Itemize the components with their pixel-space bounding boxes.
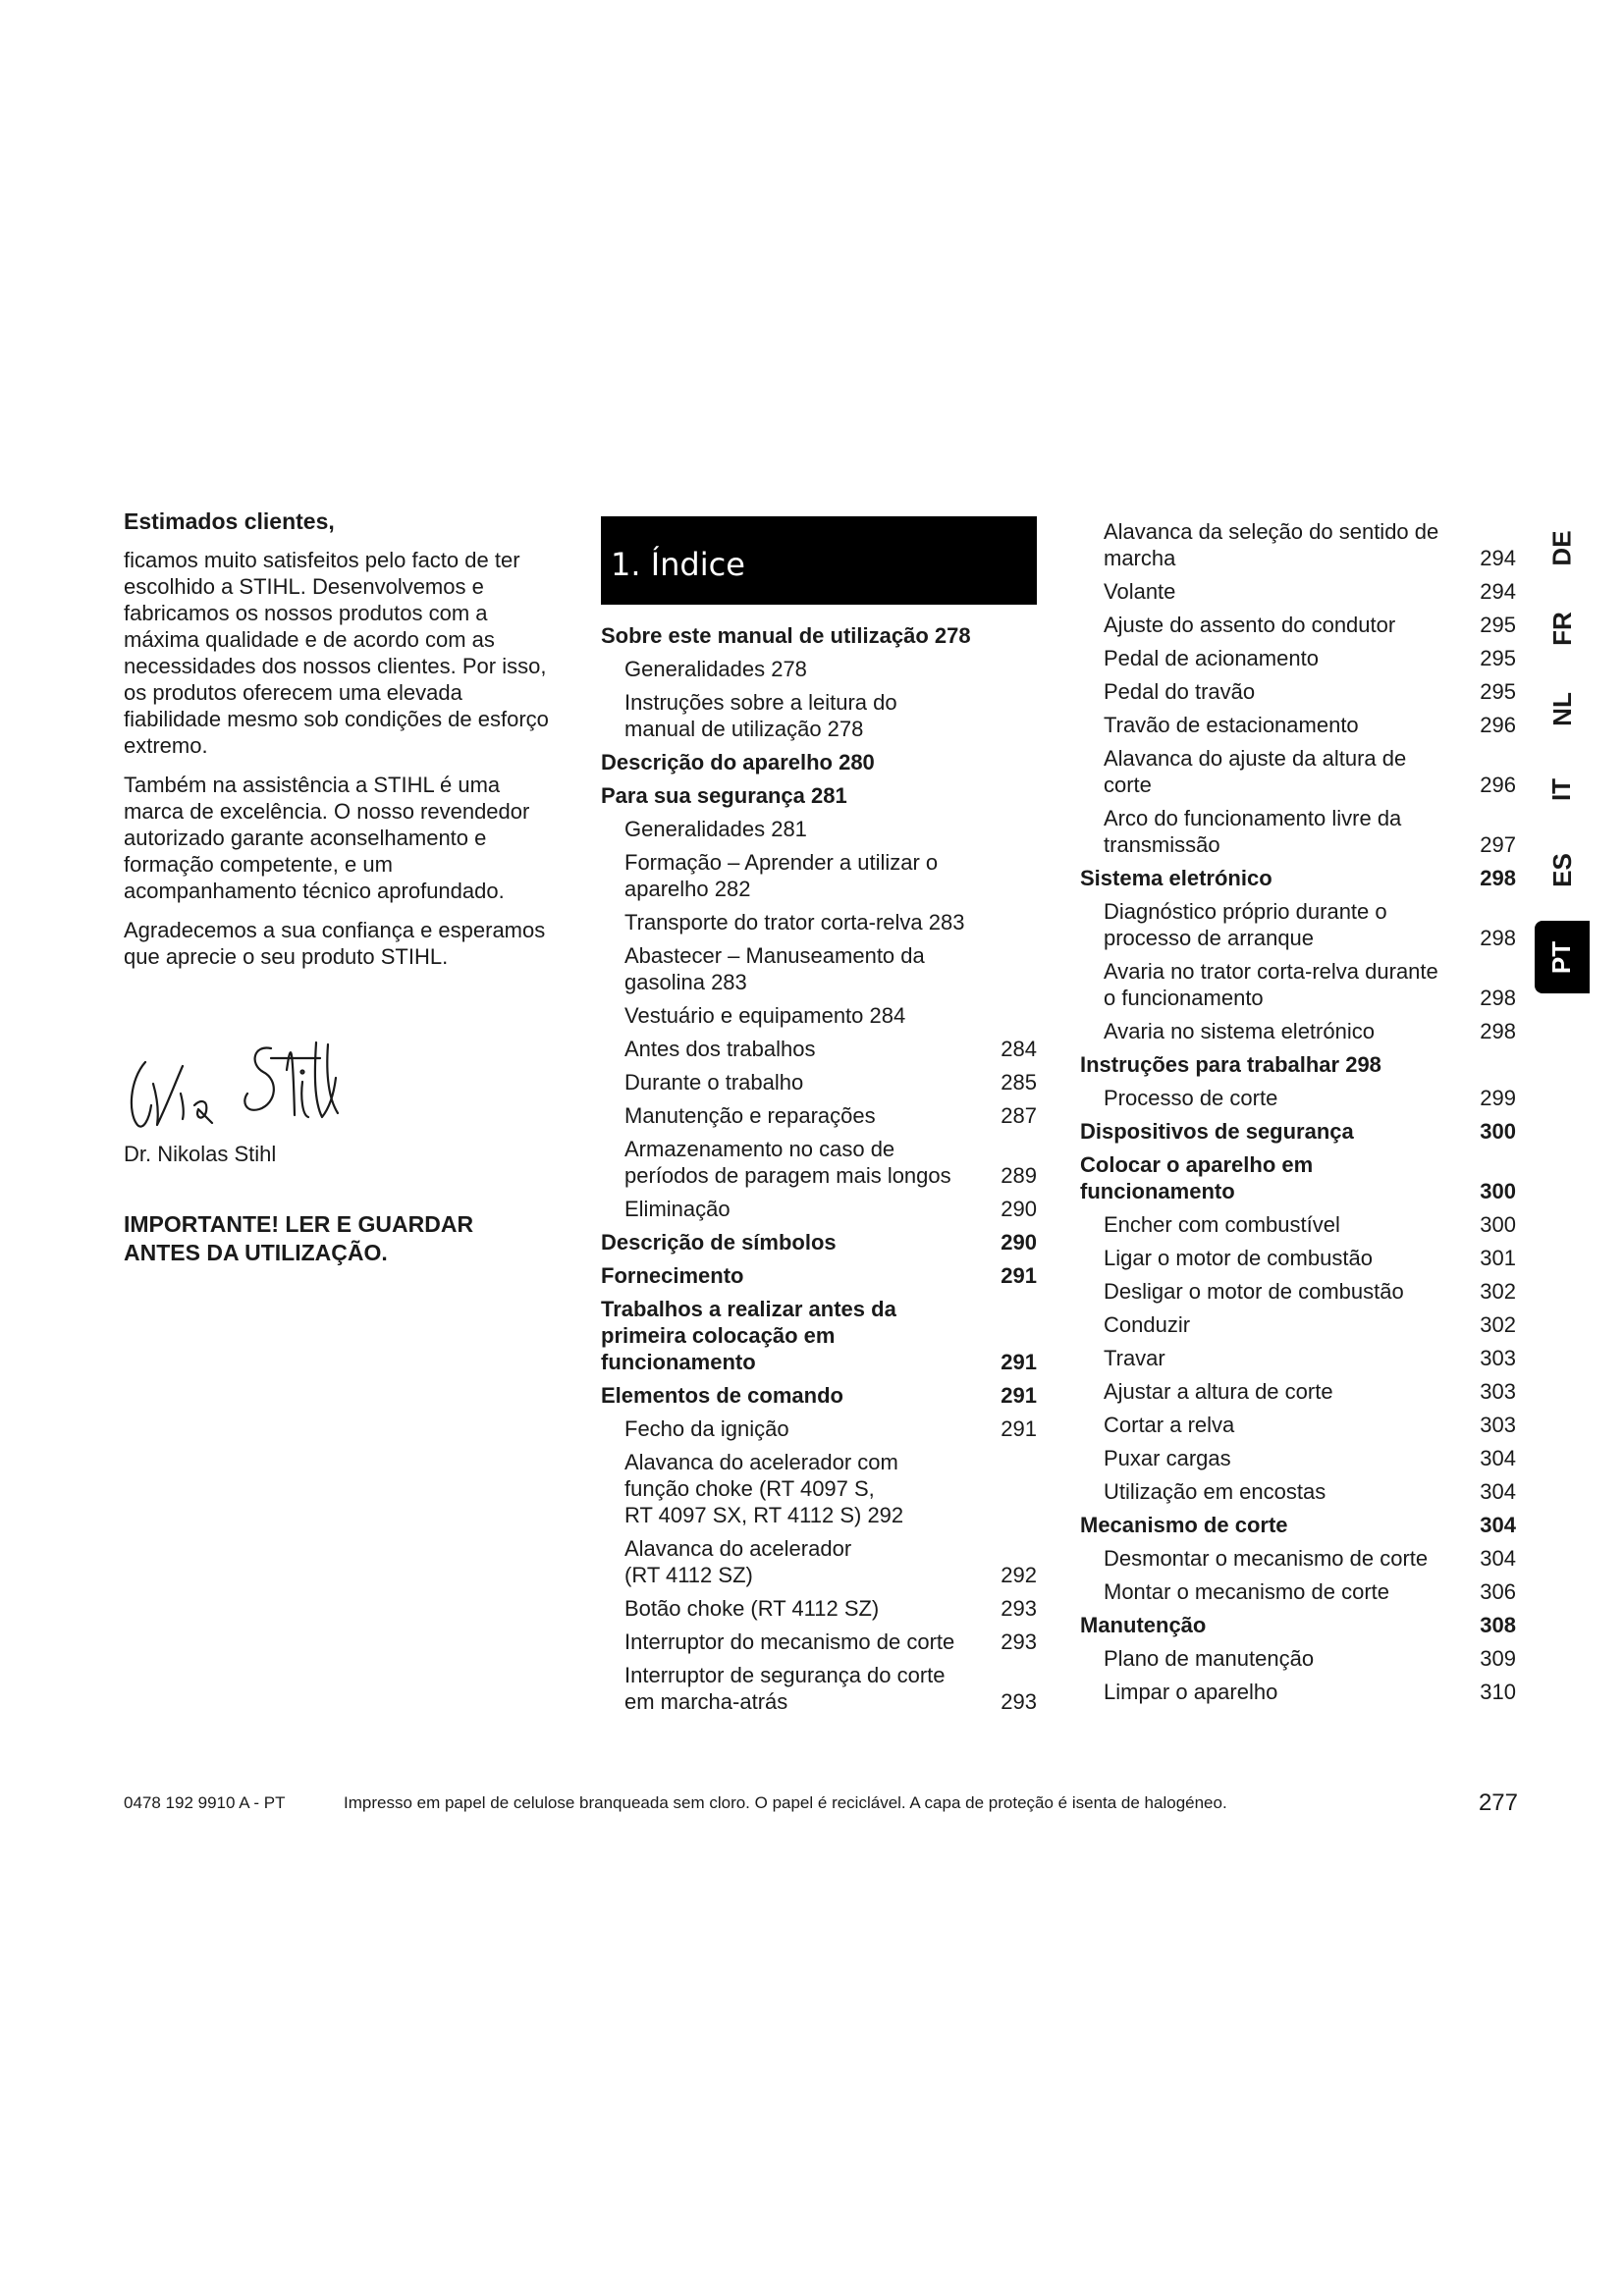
toc-entry-title: Alavanca do ajuste da altura de corte [1104, 746, 1407, 797]
toc-entry-page: 294 [1480, 579, 1516, 604]
toc-entry-page: 287 [1001, 1103, 1037, 1128]
toc-entry[interactable] [1080, 578, 1516, 605]
index-column-1 [601, 516, 1037, 1722]
toc-entry-title: Conduzir [1104, 1312, 1191, 1337]
toc-entry[interactable] [1080, 958, 1516, 1011]
toc-entry-page: 292 [1001, 1563, 1037, 1587]
paper-note: Impresso em papel de celulose branqueada sem cloro. O papel é reciclável. A capa de proteção é isenta de halogéneo. [344, 1793, 1227, 1812]
toc-entry-title: Plano de manutenção [1104, 1646, 1315, 1671]
toc-entry-title: Formação – Aprender a utilizar o aparelho 282 [624, 850, 939, 901]
toc-section[interactable] [1080, 1512, 1516, 1538]
page-number: 277 [1478, 1789, 1518, 1816]
toc-entry[interactable] [1080, 1679, 1516, 1705]
toc-entry-page: 304 [1480, 1479, 1516, 1504]
toc-entry-page: 301 [1480, 1246, 1516, 1270]
toc-entry[interactable] [1080, 712, 1516, 738]
index-column-2 [1080, 518, 1516, 1712]
toc-entry[interactable] [1080, 1412, 1516, 1438]
footer [124, 1789, 1518, 1823]
toc-entry-title: Generalidades 278 [624, 657, 807, 681]
toc-entry[interactable] [1080, 1278, 1516, 1305]
toc-entry-title: Vestuário e equipamento 284 [624, 1003, 906, 1028]
toc-entry-page: 303 [1480, 1413, 1516, 1437]
toc-entry[interactable] [601, 1629, 1037, 1655]
toc-entry-page: 285 [1001, 1070, 1037, 1095]
language-tab-label: FR [1546, 611, 1577, 646]
important-notice: IMPORTANTE! LER E GUARDAR ANTES DA UTILIZAÇÃO. [124, 1211, 474, 1265]
toc-entry-title: Armazenamento no caso de períodos de paragem mais longos [624, 1137, 951, 1188]
language-tab-label: DE [1546, 529, 1577, 566]
toc-entry-page: 291 [1001, 1263, 1037, 1288]
toc-entry[interactable] [601, 1002, 1037, 1029]
toc-entry[interactable] [1080, 1018, 1516, 1044]
index-heading: 1. Índice [601, 516, 1037, 605]
toc-entry-page: 309 [1480, 1646, 1516, 1671]
toc-entry-title: Avaria no sistema eletrónico [1104, 1019, 1375, 1043]
toc-entry[interactable] [601, 1535, 1037, 1588]
toc-entry-page: 293 [1001, 1596, 1037, 1621]
toc-entry-page: 298 [1480, 1019, 1516, 1043]
toc-entry-title: Generalidades 281 [624, 817, 807, 841]
toc-section[interactable] [601, 1382, 1037, 1409]
toc-entry[interactable] [601, 942, 1037, 995]
toc-entry-title: Interruptor do mecanismo de corte [624, 1629, 955, 1654]
toc-entry-page: 304 [1480, 1446, 1516, 1470]
toc-entry-title: Sobre este manual de utilização 278 [601, 623, 971, 648]
toc-entry-page: 300 [1480, 1119, 1516, 1144]
toc-entry[interactable] [1080, 518, 1516, 571]
toc-entry-page: 304 [1480, 1546, 1516, 1571]
toc-section[interactable] [601, 1296, 1037, 1375]
toc-entry-title: Descrição do aparelho 280 [601, 750, 875, 774]
letter-paragraph-3: Agradecemos a sua confiança e esperamos que aprecie o seu produto STIHL. [124, 918, 546, 969]
toc-entry-page: 303 [1480, 1379, 1516, 1404]
language-tab-label: ES [1546, 852, 1577, 887]
toc-entry-title: Manutenção e reparações [624, 1103, 876, 1128]
toc-entry[interactable] [601, 1136, 1037, 1189]
toc-entry[interactable] [601, 1595, 1037, 1622]
signer-name: Dr. Nikolas Stihl [124, 1142, 277, 1166]
toc-entry-page: 300 [1480, 1212, 1516, 1237]
toc-entry-title: Elementos de comando [601, 1383, 843, 1408]
toc-entry-title: Volante [1104, 579, 1176, 604]
toc-entry-title: Ajuste do assento do condutor [1104, 613, 1396, 637]
letter-column [124, 508, 556, 1267]
toc-entry[interactable] [601, 1662, 1037, 1715]
toc-entry-title: Alavanca do acelerador (RT 4112 SZ) [624, 1536, 852, 1587]
toc-entry[interactable] [601, 816, 1037, 842]
toc-section[interactable] [1080, 1118, 1516, 1145]
toc-entry-title: Eliminação [624, 1197, 731, 1221]
toc-section[interactable] [601, 749, 1037, 775]
toc-entry-title: Abastecer – Manuseamento da gasolina 283 [624, 943, 925, 994]
toc-entry-page: 290 [1001, 1197, 1037, 1221]
signature-image [124, 1023, 350, 1131]
toc-entry[interactable] [601, 1102, 1037, 1129]
toc-entry-page: 308 [1480, 1613, 1516, 1637]
toc-entry-title: Manutenção [1080, 1613, 1207, 1637]
toc-entry[interactable] [601, 909, 1037, 935]
toc-section[interactable] [601, 782, 1037, 809]
toc-entry[interactable] [1080, 1245, 1516, 1271]
toc-entry[interactable] [1080, 1085, 1516, 1111]
language-tab-label: PT [1546, 940, 1577, 974]
toc-entry-title: Processo de corte [1104, 1086, 1278, 1110]
toc-entry-title: Desligar o motor de combustão [1104, 1279, 1404, 1304]
toc-entry-page: 296 [1480, 713, 1516, 737]
language-tab-label: IT [1546, 777, 1577, 801]
toc-entry[interactable] [1080, 1211, 1516, 1238]
toc-entry[interactable] [1080, 678, 1516, 705]
toc-entry[interactable] [1080, 1445, 1516, 1471]
toc-section[interactable] [1080, 1151, 1516, 1204]
toc-entry-page: 284 [1001, 1037, 1037, 1061]
toc-entry-title: Trabalhos a realizar antes da primeira colocação em funcionamento [601, 1297, 896, 1374]
toc-entry[interactable] [1080, 1545, 1516, 1572]
document-code: 0478 192 9910 A - PT [124, 1793, 286, 1812]
toc-entry-title: Transporte do trator corta-relva 283 [624, 910, 965, 934]
toc-entry-title: Sistema eletrónico [1080, 866, 1272, 890]
toc-section[interactable] [601, 622, 1037, 649]
toc-entry-title: Cortar a relva [1104, 1413, 1235, 1437]
toc-section[interactable] [1080, 865, 1516, 891]
toc-entry[interactable] [1080, 1311, 1516, 1338]
toc-section[interactable] [1080, 1051, 1516, 1078]
toc-entry-page: 298 [1480, 866, 1516, 890]
toc-entry-page: 296 [1480, 773, 1516, 797]
toc-entry-page: 290 [1001, 1230, 1037, 1255]
language-tab-es[interactable] [1535, 840, 1590, 899]
toc-entry-title: Pedal do travão [1104, 679, 1256, 704]
toc-entry-title: Utilização em encostas [1104, 1479, 1326, 1504]
language-tabs [1535, 518, 1594, 1015]
toc-entry[interactable] [601, 1415, 1037, 1442]
toc-entry-page: 291 [1001, 1416, 1037, 1441]
toc-entry[interactable] [1080, 1478, 1516, 1505]
toc-entry-title: Fecho da ignição [624, 1416, 789, 1441]
toc-entry[interactable] [1080, 805, 1516, 858]
toc-entry-page: 293 [1001, 1689, 1037, 1714]
toc-entry-page: 297 [1480, 832, 1516, 857]
toc-entry-title: Avaria no trator corta-relva durante o funcionamento [1104, 959, 1438, 1010]
toc-section[interactable] [601, 1229, 1037, 1255]
toc-entry-title: Diagnóstico próprio durante o processo de arranque [1104, 899, 1387, 950]
letter-paragraph-2: Também na assistência a STIHL é uma marca de excelência. O nosso revendedor autorizado garante aconselhamento e formação competente, e um acompanhamento técnico aprofundado. [124, 773, 530, 903]
toc-entry[interactable] [601, 1449, 1037, 1528]
toc-entry-title: Antes dos trabalhos [624, 1037, 816, 1061]
toc-entry-title: Ligar o motor de combustão [1104, 1246, 1373, 1270]
toc-entry-page: 289 [1001, 1163, 1037, 1188]
toc-entry-title: Mecanismo de corte [1080, 1513, 1288, 1537]
language-tab-nl[interactable] [1535, 679, 1590, 738]
toc-entry-title: Ajustar a altura de corte [1104, 1379, 1333, 1404]
toc-entry-page: 299 [1480, 1086, 1516, 1110]
toc-entry[interactable] [1080, 612, 1516, 638]
toc-entry-title: Para sua segurança 281 [601, 783, 847, 808]
toc-entry[interactable] [601, 849, 1037, 902]
toc-entry-page: 302 [1480, 1279, 1516, 1304]
toc-entry-title: Dispositivos de segurança [1080, 1119, 1354, 1144]
toc-entry-title: Limpar o aparelho [1104, 1680, 1278, 1704]
toc-entry-page: 294 [1480, 546, 1516, 570]
language-tab-label: NL [1546, 691, 1577, 726]
toc-entry-title: Instruções sobre a leitura do manual de utilização 278 [624, 690, 897, 741]
toc-entry[interactable] [1080, 645, 1516, 671]
toc-entry-title: Travar [1104, 1346, 1165, 1370]
toc-entry-page: 295 [1480, 613, 1516, 637]
toc-entry[interactable] [1080, 1345, 1516, 1371]
language-tab-fr[interactable] [1535, 599, 1590, 658]
toc-entry[interactable] [1080, 1645, 1516, 1672]
toc-entry[interactable] [601, 656, 1037, 682]
toc-entry-title: Alavanca da seleção do sentido de marcha [1104, 519, 1439, 570]
toc-entry-title: Travão de estacionamento [1104, 713, 1359, 737]
toc-entry-title: Montar o mecanismo de corte [1104, 1579, 1390, 1604]
toc-entry-page: 291 [1001, 1383, 1037, 1408]
language-tab-it[interactable] [1535, 760, 1590, 819]
toc-entry-title: Botão choke (RT 4112 SZ) [624, 1596, 880, 1621]
toc-entry-page: 295 [1480, 646, 1516, 670]
toc-entry[interactable] [1080, 1378, 1516, 1405]
toc-section[interactable] [1080, 1612, 1516, 1638]
toc-list-2 [1080, 518, 1516, 1705]
toc-entry-title: Pedal de acionamento [1104, 646, 1319, 670]
toc-entry-title: Interruptor de segurança do corte em marcha-atrás [624, 1663, 946, 1714]
toc-entry-title: Fornecimento [601, 1263, 744, 1288]
language-tab-de[interactable] [1535, 518, 1590, 577]
toc-entry-title: Encher com combustível [1104, 1212, 1340, 1237]
toc-entry-page: 293 [1001, 1629, 1037, 1654]
toc-entry-title: Desmontar o mecanismo de corte [1104, 1546, 1429, 1571]
greeting: Estimados clientes, [124, 508, 335, 534]
toc-entry-title: Puxar cargas [1104, 1446, 1231, 1470]
toc-entry[interactable] [1080, 898, 1516, 951]
toc-entry[interactable] [1080, 1578, 1516, 1605]
toc-entry-title: Colocar o aparelho em funcionamento [1080, 1152, 1314, 1203]
toc-entry[interactable] [1080, 745, 1516, 798]
letter-paragraph-1: ficamos muito satisfeitos pelo facto de ter escolhido a STIHL. Desenvolvemos e fabricamos os nossos produtos com a máxima qualidade e de acordo com as necessidades dos nossos clientes. Por isso, os produtos oferecem uma elevada fiabilidade mesmo sob condições de esforço extremo. [124, 548, 549, 758]
toc-entry-title: Arco do funcionamento livre da transmissão [1104, 806, 1402, 857]
toc-entry[interactable] [601, 1196, 1037, 1222]
toc-entry-page: 306 [1480, 1579, 1516, 1604]
toc-entry-page: 304 [1480, 1513, 1516, 1537]
toc-entry-title: Instruções para trabalhar 298 [1080, 1052, 1381, 1077]
toc-entry-page: 291 [1001, 1350, 1037, 1374]
toc-list-1 [601, 622, 1037, 1715]
toc-entry[interactable] [601, 689, 1037, 742]
toc-entry[interactable] [601, 1069, 1037, 1095]
toc-entry-page: 303 [1480, 1346, 1516, 1370]
toc-entry-page: 295 [1480, 679, 1516, 704]
toc-entry-title: Alavanca do acelerador com função choke (RT 4097 S, RT 4097 SX, RT 4112 S) 292 [624, 1450, 904, 1527]
toc-section[interactable] [601, 1262, 1037, 1289]
toc-entry-title: Durante o trabalho [624, 1070, 804, 1095]
toc-entry-page: 302 [1480, 1312, 1516, 1337]
toc-entry-page: 298 [1480, 986, 1516, 1010]
toc-entry-page: 298 [1480, 926, 1516, 950]
toc-entry[interactable] [601, 1036, 1037, 1062]
language-tab-pt[interactable] [1535, 921, 1590, 993]
toc-entry-page: 310 [1480, 1680, 1516, 1704]
toc-entry-page: 300 [1480, 1179, 1516, 1203]
toc-entry-title: Descrição de símbolos [601, 1230, 837, 1255]
